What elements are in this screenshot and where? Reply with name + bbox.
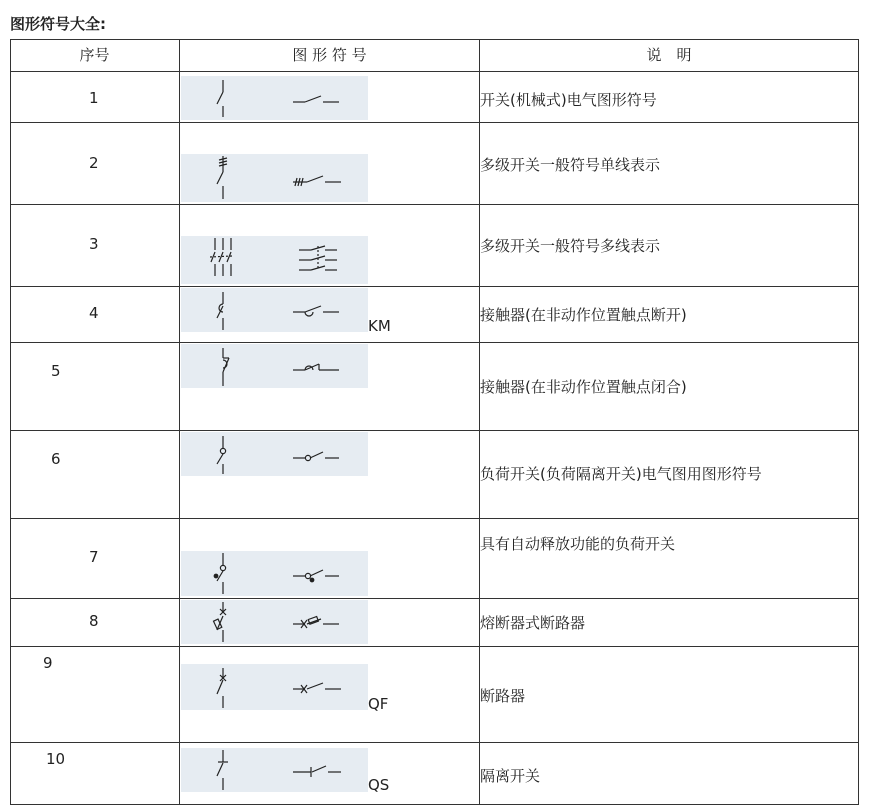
multipole-switch-single-line-icon bbox=[181, 154, 368, 202]
row-description: 多级开关一般符号单线表示 bbox=[480, 156, 661, 174]
designation-label: QF bbox=[368, 695, 389, 713]
symbol-table bbox=[10, 39, 859, 805]
row-description: 负荷开关(负荷隔离开关)电气图用图形符号 bbox=[480, 465, 762, 483]
designation-label: KM bbox=[368, 317, 391, 335]
row-description: 具有自动释放功能的负荷开关 bbox=[480, 535, 676, 553]
row-number: 5 bbox=[51, 362, 61, 380]
row-number: 3 bbox=[89, 235, 99, 253]
row-description: 隔离开关 bbox=[480, 767, 541, 785]
row-description: 接触器(在非动作位置触点断开) bbox=[480, 306, 687, 324]
row-description: 接触器(在非动作位置触点闭合) bbox=[480, 378, 687, 396]
row-number: 4 bbox=[89, 304, 99, 322]
row-description: 熔断器式断路器 bbox=[480, 614, 586, 632]
row-number: 1 bbox=[89, 89, 99, 107]
disconnector-icon bbox=[181, 748, 368, 792]
contactor-no-icon bbox=[181, 288, 368, 332]
row-number: 10 bbox=[46, 750, 66, 768]
contactor-nc-icon bbox=[181, 344, 368, 388]
header-desc: 说 明 bbox=[646, 46, 692, 64]
mechanical-switch-icon bbox=[181, 76, 368, 120]
row-description: 多级开关一般符号多线表示 bbox=[480, 237, 661, 255]
circuit-breaker-icon bbox=[181, 664, 368, 710]
row-number: 2 bbox=[89, 154, 99, 172]
header-seq: 序号 bbox=[79, 46, 110, 64]
header-symbol: 图 形 符 号 bbox=[292, 46, 367, 64]
row-number: 6 bbox=[51, 450, 61, 468]
fuse-breaker-icon bbox=[181, 600, 368, 644]
designation-label: QS bbox=[368, 776, 390, 794]
row-number: 7 bbox=[89, 548, 99, 566]
row-number: 8 bbox=[89, 612, 99, 630]
row-number: 9 bbox=[43, 654, 53, 672]
multipole-switch-multi-line-icon bbox=[181, 236, 368, 284]
row-description: 开关(机械式)电气图形符号 bbox=[480, 91, 657, 109]
row-description: 断路器 bbox=[480, 687, 526, 705]
auto-release-load-switch-icon bbox=[181, 551, 368, 596]
load-switch-icon bbox=[181, 432, 368, 476]
page-title: 图形符号大全: bbox=[10, 15, 106, 33]
